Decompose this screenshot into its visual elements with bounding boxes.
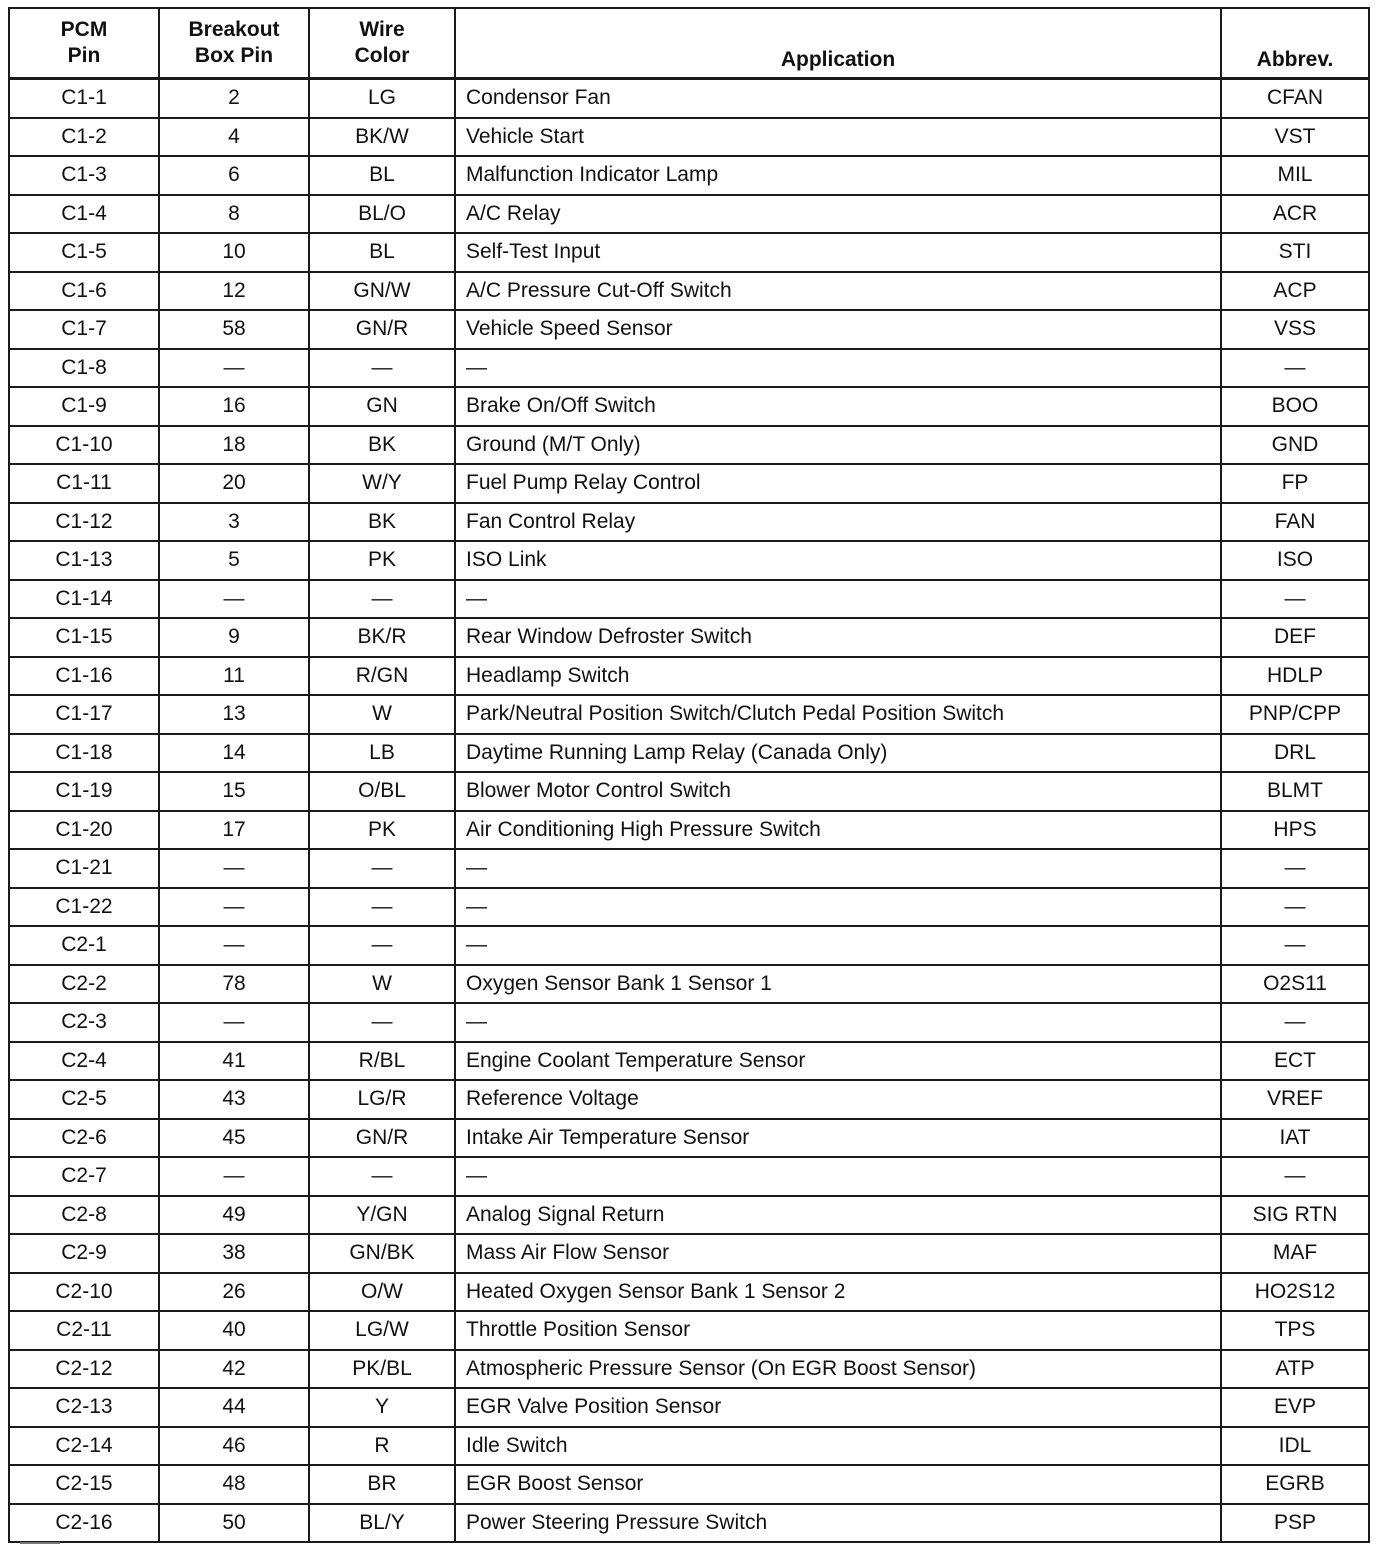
- abbrev-cell: ACP: [1221, 272, 1369, 311]
- table-row: [9, 310, 1369, 349]
- header-wire-color: Wire Color: [309, 8, 455, 79]
- breakout-pin-cell: 2: [159, 79, 309, 118]
- breakout-pin-cell: 17: [159, 811, 309, 850]
- breakout-pin-cell: 3: [159, 503, 309, 542]
- abbrev-cell: ACR: [1221, 195, 1369, 234]
- pcm-pin-cell: C1-3: [9, 156, 159, 195]
- breakout-pin-cell: 9: [159, 618, 309, 657]
- abbrev-cell: —: [1221, 926, 1369, 965]
- application-cell: Power Steering Pressure Switch: [455, 1504, 1221, 1543]
- table-row: [9, 926, 1369, 965]
- breakout-pin-cell: 44: [159, 1388, 309, 1427]
- abbrev-cell: —: [1221, 849, 1369, 888]
- wire-color-cell: LG: [309, 79, 455, 118]
- table-row: [9, 580, 1369, 619]
- table-row: [9, 1388, 1369, 1427]
- breakout-pin-cell: 38: [159, 1234, 309, 1273]
- pcm-pin-cell: C1-2: [9, 118, 159, 157]
- application-cell: Engine Coolant Temperature Sensor: [455, 1042, 1221, 1081]
- table-row: [9, 349, 1369, 388]
- pcm-pin-cell: C1-16: [9, 657, 159, 696]
- pcm-pin-cell: C1-9: [9, 387, 159, 426]
- wire-color-cell: —: [309, 1003, 455, 1042]
- application-cell: Analog Signal Return: [455, 1196, 1221, 1235]
- pcm-pin-cell: C2-1: [9, 926, 159, 965]
- pcm-pin-cell: C1-14: [9, 580, 159, 619]
- wire-color-cell: BL: [309, 233, 455, 272]
- table-row: [9, 1311, 1369, 1350]
- header-breakout-box-pin: Breakout Box Pin: [159, 8, 309, 79]
- abbrev-cell: —: [1221, 1003, 1369, 1042]
- abbrev-cell: CFAN: [1221, 79, 1369, 118]
- breakout-pin-cell: 26: [159, 1273, 309, 1312]
- breakout-pin-cell: 48: [159, 1465, 309, 1504]
- header-row: [9, 8, 1369, 79]
- pcm-pin-cell: C1-22: [9, 888, 159, 927]
- breakout-pin-cell: 45: [159, 1119, 309, 1158]
- breakout-pin-cell: 58: [159, 310, 309, 349]
- abbrev-cell: VSS: [1221, 310, 1369, 349]
- application-cell: Condensor Fan: [455, 79, 1221, 118]
- table-row: [9, 541, 1369, 580]
- abbrev-cell: —: [1221, 580, 1369, 619]
- breakout-pin-cell: 5: [159, 541, 309, 580]
- application-cell: Atmospheric Pressure Sensor (On EGR Boost Sensor): [455, 1350, 1221, 1389]
- table-row: [9, 1003, 1369, 1042]
- abbrev-cell: MIL: [1221, 156, 1369, 195]
- abbrev-cell: GND: [1221, 426, 1369, 465]
- pcm-pin-cell: C2-2: [9, 965, 159, 1004]
- wire-color-cell: BR: [309, 1465, 455, 1504]
- breakout-pin-cell: 11: [159, 657, 309, 696]
- table-row: [9, 1427, 1369, 1466]
- wire-color-cell: BK/W: [309, 118, 455, 157]
- table-row: [9, 888, 1369, 927]
- breakout-pin-cell: —: [159, 349, 309, 388]
- table-row: [9, 849, 1369, 888]
- pcm-pin-cell: C2-6: [9, 1119, 159, 1158]
- header-application: Application: [455, 8, 1221, 79]
- pcm-pin-cell: C1-21: [9, 849, 159, 888]
- pcm-pin-cell: C2-15: [9, 1465, 159, 1504]
- breakout-pin-cell: 18: [159, 426, 309, 465]
- breakout-pin-cell: 43: [159, 1080, 309, 1119]
- application-cell: Daytime Running Lamp Relay (Canada Only): [455, 734, 1221, 773]
- abbrev-cell: HPS: [1221, 811, 1369, 850]
- breakout-pin-cell: 15: [159, 772, 309, 811]
- wire-color-cell: PK/BL: [309, 1350, 455, 1389]
- abbrev-cell: DEF: [1221, 618, 1369, 657]
- wire-color-cell: LB: [309, 734, 455, 773]
- application-cell: —: [455, 849, 1221, 888]
- table-row: [9, 657, 1369, 696]
- abbrev-cell: BOO: [1221, 387, 1369, 426]
- table-row: [9, 1119, 1369, 1158]
- wire-color-cell: Y/GN: [309, 1196, 455, 1235]
- application-cell: Vehicle Speed Sensor: [455, 310, 1221, 349]
- application-cell: —: [455, 1003, 1221, 1042]
- abbrev-cell: VST: [1221, 118, 1369, 157]
- table-row: [9, 1504, 1369, 1543]
- pcm-pin-cell: C2-16: [9, 1504, 159, 1543]
- breakout-pin-cell: 16: [159, 387, 309, 426]
- application-cell: Idle Switch: [455, 1427, 1221, 1466]
- pcm-pin-cell: C1-10: [9, 426, 159, 465]
- wire-color-cell: BK: [309, 503, 455, 542]
- abbrev-cell: STI: [1221, 233, 1369, 272]
- pcm-pin-cell: C1-7: [9, 310, 159, 349]
- wire-color-cell: R/GN: [309, 657, 455, 696]
- breakout-pin-cell: —: [159, 926, 309, 965]
- abbrev-cell: TPS: [1221, 1311, 1369, 1350]
- wire-color-cell: BL: [309, 156, 455, 195]
- wire-color-cell: W: [309, 965, 455, 1004]
- wire-color-cell: —: [309, 926, 455, 965]
- abbrev-cell: BLMT: [1221, 772, 1369, 811]
- wire-color-cell: BL/O: [309, 195, 455, 234]
- wire-color-cell: —: [309, 888, 455, 927]
- abbrev-cell: SIG RTN: [1221, 1196, 1369, 1235]
- application-cell: Blower Motor Control Switch: [455, 772, 1221, 811]
- wire-color-cell: —: [309, 580, 455, 619]
- table-row: [9, 1465, 1369, 1504]
- wire-color-cell: GN: [309, 387, 455, 426]
- abbrev-cell: IAT: [1221, 1119, 1369, 1158]
- application-cell: EGR Valve Position Sensor: [455, 1388, 1221, 1427]
- application-cell: A/C Relay: [455, 195, 1221, 234]
- wire-color-cell: W/Y: [309, 464, 455, 503]
- table-row: [9, 772, 1369, 811]
- pcm-pin-cell: C2-4: [9, 1042, 159, 1081]
- abbrev-cell: HDLP: [1221, 657, 1369, 696]
- table-row: [9, 426, 1369, 465]
- continued-mark: [20, 1542, 60, 1544]
- wire-color-cell: BK/R: [309, 618, 455, 657]
- pcm-pin-cell: C1-15: [9, 618, 159, 657]
- table-row: [9, 233, 1369, 272]
- application-cell: Rear Window Defroster Switch: [455, 618, 1221, 657]
- header-abbrev: Abbrev.: [1221, 8, 1369, 79]
- application-cell: —: [455, 926, 1221, 965]
- wire-color-cell: —: [309, 849, 455, 888]
- breakout-pin-cell: 41: [159, 1042, 309, 1081]
- pcm-pin-cell: C1-5: [9, 233, 159, 272]
- pcm-pin-cell: C2-14: [9, 1427, 159, 1466]
- application-cell: Oxygen Sensor Bank 1 Sensor 1: [455, 965, 1221, 1004]
- table-row: [9, 387, 1369, 426]
- table-row: [9, 503, 1369, 542]
- table-row: [9, 272, 1369, 311]
- table-row: [9, 1196, 1369, 1235]
- abbrev-cell: —: [1221, 1157, 1369, 1196]
- pcm-pin-cell: C1-4: [9, 195, 159, 234]
- application-cell: Mass Air Flow Sensor: [455, 1234, 1221, 1273]
- application-cell: A/C Pressure Cut-Off Switch: [455, 272, 1221, 311]
- abbrev-cell: DRL: [1221, 734, 1369, 773]
- pcm-pin-cell: C2-13: [9, 1388, 159, 1427]
- pcm-pin-cell: C2-7: [9, 1157, 159, 1196]
- table-row: [9, 1157, 1369, 1196]
- breakout-pin-cell: 4: [159, 118, 309, 157]
- breakout-pin-cell: —: [159, 580, 309, 619]
- table-row: [9, 734, 1369, 773]
- pcm-pin-cell: C2-12: [9, 1350, 159, 1389]
- pcm-pin-cell: C1-6: [9, 272, 159, 311]
- breakout-pin-cell: 10: [159, 233, 309, 272]
- pcm-pin-cell: C1-11: [9, 464, 159, 503]
- pcm-pin-cell: C1-8: [9, 349, 159, 388]
- pcm-pin-cell: C1-19: [9, 772, 159, 811]
- wire-color-cell: Y: [309, 1388, 455, 1427]
- abbrev-cell: HO2S12: [1221, 1273, 1369, 1312]
- breakout-pin-cell: —: [159, 1003, 309, 1042]
- application-cell: —: [455, 888, 1221, 927]
- abbrev-cell: PSP: [1221, 1504, 1369, 1543]
- wire-color-cell: —: [309, 349, 455, 388]
- breakout-pin-cell: 12: [159, 272, 309, 311]
- pcm-pin-table: [8, 7, 1370, 1543]
- breakout-pin-cell: 49: [159, 1196, 309, 1235]
- abbrev-cell: FAN: [1221, 503, 1369, 542]
- application-cell: EGR Boost Sensor: [455, 1465, 1221, 1504]
- abbrev-cell: —: [1221, 888, 1369, 927]
- application-cell: Air Conditioning High Pressure Switch: [455, 811, 1221, 850]
- table-body: [9, 79, 1369, 1543]
- application-cell: Heated Oxygen Sensor Bank 1 Sensor 2: [455, 1273, 1221, 1312]
- breakout-pin-cell: 13: [159, 695, 309, 734]
- application-cell: Reference Voltage: [455, 1080, 1221, 1119]
- wire-color-cell: GN/R: [309, 1119, 455, 1158]
- wire-color-cell: GN/R: [309, 310, 455, 349]
- application-cell: Vehicle Start: [455, 118, 1221, 157]
- breakout-pin-cell: —: [159, 1157, 309, 1196]
- application-cell: —: [455, 1157, 1221, 1196]
- abbrev-cell: MAF: [1221, 1234, 1369, 1273]
- pcm-pin-cell: C2-8: [9, 1196, 159, 1235]
- table-row: [9, 1234, 1369, 1273]
- breakout-pin-cell: 20: [159, 464, 309, 503]
- wire-color-cell: PK: [309, 541, 455, 580]
- table-row: [9, 695, 1369, 734]
- application-cell: Headlamp Switch: [455, 657, 1221, 696]
- abbrev-cell: ECT: [1221, 1042, 1369, 1081]
- table-row: [9, 156, 1369, 195]
- abbrev-cell: VREF: [1221, 1080, 1369, 1119]
- application-cell: Intake Air Temperature Sensor: [455, 1119, 1221, 1158]
- pcm-pin-cell: C1-13: [9, 541, 159, 580]
- wire-color-cell: O/W: [309, 1273, 455, 1312]
- pcm-pin-cell: C2-3: [9, 1003, 159, 1042]
- application-cell: ISO Link: [455, 541, 1221, 580]
- breakout-pin-cell: 46: [159, 1427, 309, 1466]
- table-row: [9, 195, 1369, 234]
- wire-color-cell: GN/BK: [309, 1234, 455, 1273]
- pcm-pin-cell: C2-5: [9, 1080, 159, 1119]
- breakout-pin-cell: —: [159, 888, 309, 927]
- abbrev-cell: —: [1221, 349, 1369, 388]
- application-cell: Malfunction Indicator Lamp: [455, 156, 1221, 195]
- abbrev-cell: IDL: [1221, 1427, 1369, 1466]
- table-row: [9, 965, 1369, 1004]
- breakout-pin-cell: 6: [159, 156, 309, 195]
- pcm-pin-cell: C2-11: [9, 1311, 159, 1350]
- application-cell: Park/Neutral Position Switch/Clutch Pedal Position Switch: [455, 695, 1221, 734]
- pin-table-container: [8, 7, 1368, 1543]
- pcm-pin-cell: C1-12: [9, 503, 159, 542]
- wire-color-cell: BK: [309, 426, 455, 465]
- abbrev-cell: EGRB: [1221, 1465, 1369, 1504]
- pcm-pin-cell: C2-10: [9, 1273, 159, 1312]
- pcm-pin-cell: C2-9: [9, 1234, 159, 1273]
- application-cell: Self-Test Input: [455, 233, 1221, 272]
- wire-color-cell: LG/R: [309, 1080, 455, 1119]
- abbrev-cell: ATP: [1221, 1350, 1369, 1389]
- table-row: [9, 811, 1369, 850]
- wire-color-cell: GN/W: [309, 272, 455, 311]
- application-cell: Brake On/Off Switch: [455, 387, 1221, 426]
- breakout-pin-cell: 14: [159, 734, 309, 773]
- abbrev-cell: PNP/CPP: [1221, 695, 1369, 734]
- wire-color-cell: LG/W: [309, 1311, 455, 1350]
- table-row: [9, 1042, 1369, 1081]
- pcm-pin-cell: C1-17: [9, 695, 159, 734]
- table-row: [9, 1273, 1369, 1312]
- breakout-pin-cell: 42: [159, 1350, 309, 1389]
- application-cell: Throttle Position Sensor: [455, 1311, 1221, 1350]
- wire-color-cell: R/BL: [309, 1042, 455, 1081]
- application-cell: Fuel Pump Relay Control: [455, 464, 1221, 503]
- abbrev-cell: FP: [1221, 464, 1369, 503]
- table-row: [9, 464, 1369, 503]
- wire-color-cell: O/BL: [309, 772, 455, 811]
- pcm-pin-cell: C1-20: [9, 811, 159, 850]
- breakout-pin-cell: 50: [159, 1504, 309, 1543]
- abbrev-cell: EVP: [1221, 1388, 1369, 1427]
- wire-color-cell: —: [309, 1157, 455, 1196]
- pcm-pin-cell: C1-1: [9, 79, 159, 118]
- table-row: [9, 618, 1369, 657]
- wire-color-cell: W: [309, 695, 455, 734]
- application-cell: —: [455, 580, 1221, 619]
- wire-color-cell: PK: [309, 811, 455, 850]
- breakout-pin-cell: —: [159, 849, 309, 888]
- application-cell: Fan Control Relay: [455, 503, 1221, 542]
- abbrev-cell: ISO: [1221, 541, 1369, 580]
- application-cell: —: [455, 349, 1221, 388]
- table-row: [9, 79, 1369, 118]
- table-row: [9, 1080, 1369, 1119]
- breakout-pin-cell: 78: [159, 965, 309, 1004]
- pcm-pin-cell: C1-18: [9, 734, 159, 773]
- application-cell: Ground (M/T Only): [455, 426, 1221, 465]
- table-row: [9, 118, 1369, 157]
- breakout-pin-cell: 8: [159, 195, 309, 234]
- header-pcm-pin: PCM Pin: [9, 8, 159, 79]
- breakout-pin-cell: 40: [159, 1311, 309, 1350]
- abbrev-cell: O2S11: [1221, 965, 1369, 1004]
- wire-color-cell: R: [309, 1427, 455, 1466]
- wire-color-cell: BL/Y: [309, 1504, 455, 1543]
- table-row: [9, 1350, 1369, 1389]
